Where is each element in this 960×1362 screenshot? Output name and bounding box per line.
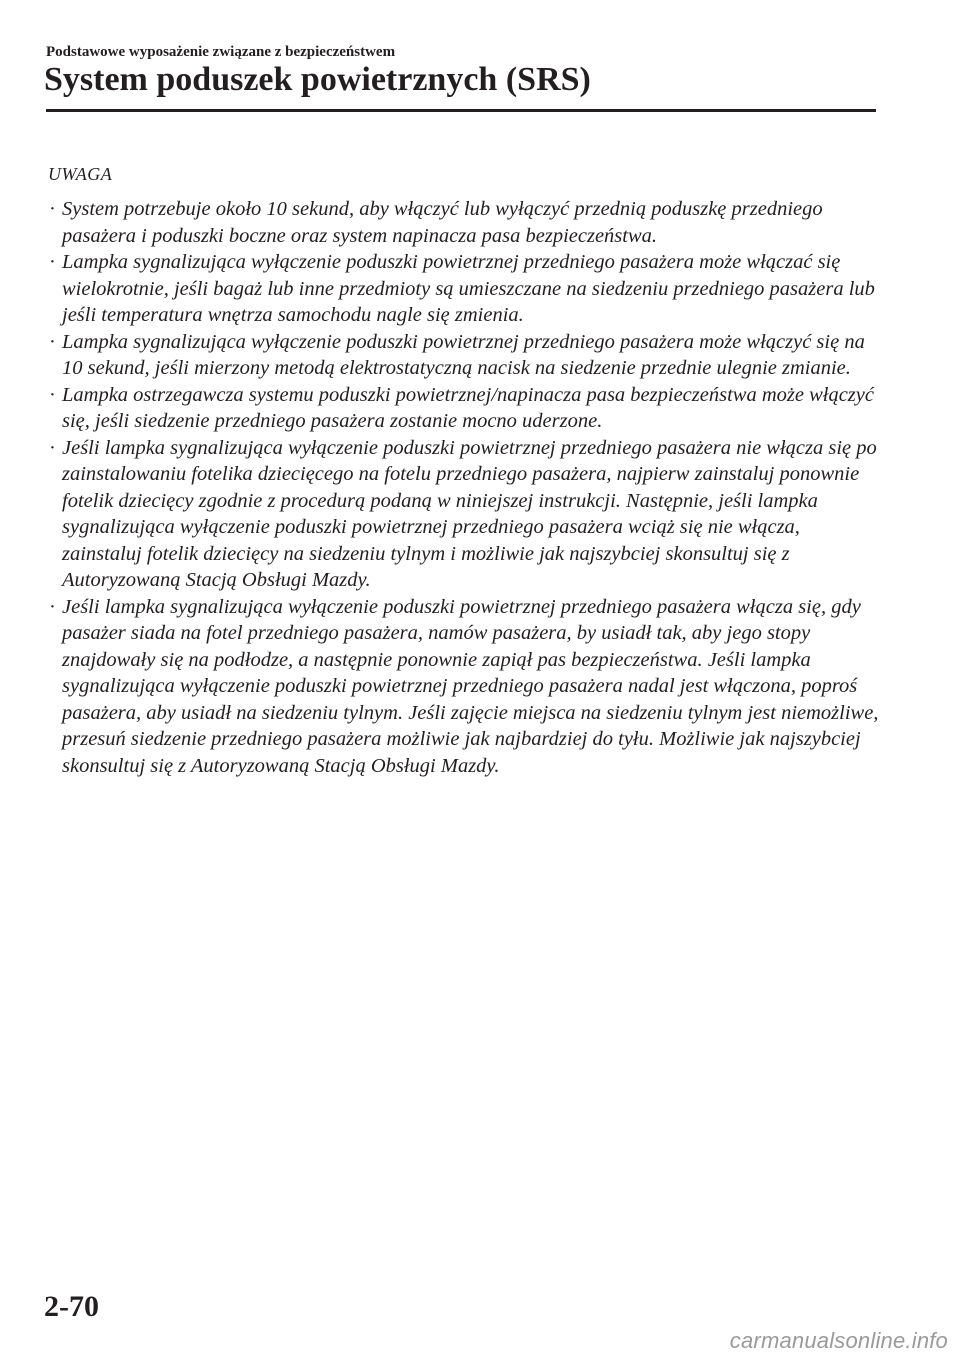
note-item-text: Jeśli lampka sygnalizująca wyłączenie poduszki powietrznej przedniego pasażera nie włącza się po zainstalowaniu fotelika dziecięcego na fotelu przedniego pasażera, najpierw zainstaluj ponownie fotelik dziecięcy zgodnie z procedurą podaną w niniejszej instrukcji. Następnie, jeśli lampka sygnalizująca wyłączenie poduszki powietrznej przedniego pasażera wciąż się nie włącza, zainstaluj fotelik dziecięcy na siedzeniu tylnym i możliwie jak najszybciej skonsultuj się z Autoryzowaną Stacją Obsługi Mazdy. — [62, 436, 877, 591]
title-rule — [46, 109, 876, 112]
note-item — [44, 196, 884, 249]
bullet: · — [49, 436, 56, 459]
page-title: System poduszek powietrznych (SRS) — [44, 61, 591, 98]
note-heading: UWAGA — [48, 164, 113, 184]
note-item-text: System potrzebuje około 10 sekund, aby włączyć lub wyłączyć przednią poduszkę przedniego pasażera i poduszki boczne oraz system napinacza pasa bezpieczeństwa. — [62, 198, 823, 247]
section-label: Podstawowe wyposażenie związane z bezpieczeństwem — [46, 44, 396, 60]
note-item — [44, 382, 884, 435]
note-item-text: Jeśli lampka sygnalizująca wyłączenie poduszki powietrznej przedniego pasażera włącza się, gdy pasażer siada na fotel przedniego pasażera, namów pasażera, by usiadł tak, aby jego stopy znajdowały się na podłodze, a następnie ponownie zapiął pas bezpieczeństwa. Jeśli lampka sygnalizująca wyłączenie poduszki powietrznej przedniego pasażera nadal jest włączona, poproś pasażera, aby usiadł na siedzeniu tylnym. Jeśli zajęcie miejsca na siedzeniu tylnym jest niemożliwe, przesuń siedzenie przedniego pasażera możliwie jak najbardziej do tyłu. Możliwie jak najszybciej skonsultuj się z Autoryzowaną Stacją Obsługi Mazdy. — [62, 595, 879, 777]
note-list — [44, 196, 884, 779]
note-item — [44, 249, 884, 329]
page-number: 2-70 — [44, 1290, 99, 1323]
bullet: · — [49, 383, 56, 406]
bullet: · — [49, 198, 56, 220]
bullet: · — [49, 251, 56, 273]
note-item-text: Lampka sygnalizująca wyłączenie poduszki powietrznej przedniego pasażera może włączać się wielokrotnie, jeśli bagaż lub inne przedmioty są umieszczane na siedzeniu przedniego pasażera lub jeśli temperatura wnętrza samochodu nagle się zmienia. — [62, 251, 875, 326]
note-item — [44, 594, 884, 780]
note-item — [44, 329, 884, 382]
note-item-text: Lampka ostrzegawcza systemu poduszki powietrznej/napinacza pasa bezpieczeństwa może włączyć się, jeśli siedzenie przedniego pasażera zostanie mocno uderzone. — [62, 383, 874, 432]
bullet: · — [49, 595, 56, 618]
bullet: · — [49, 330, 56, 353]
watermark: carmanualsonline.info — [729, 1328, 948, 1353]
note-item — [44, 435, 884, 594]
note-item-text: Lampka sygnalizująca wyłączenie poduszki powietrznej przedniego pasażera może włączyć się na 10 sekund, jeśli mierzony metodą elektrostatyczną nacisk na siedzenie przednie ulegnie zmianie. — [62, 330, 865, 379]
